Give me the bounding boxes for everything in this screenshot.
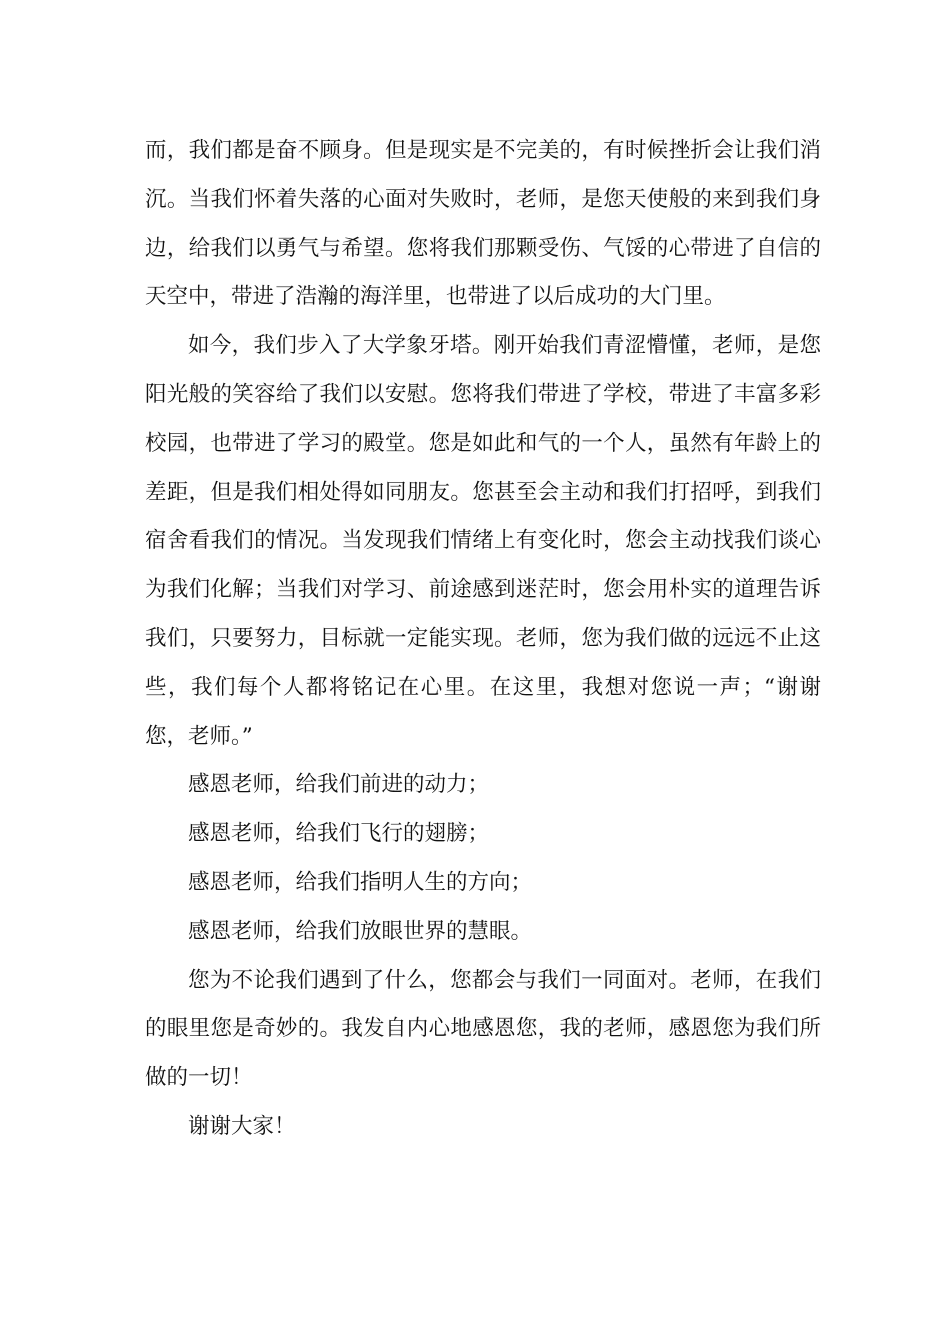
document-body	[145, 127, 821, 1152]
paragraph-7: 您为不论我们遇到了什么，您都会与我们一同面对。老师，在我们的眼里您是奇妙的。我发自内心地感恩您，我的老师，感恩您为我们所做的一切！	[145, 967, 821, 1091]
paragraph-1: 而，我们都是奋不顾身。但是现实是不完美的，有时候挫折会让我们消沉。当我们怀着失落的心面对失败时，老师，是您天使般的来到我们身边，给我们以勇气与希望。您将我们那颗受伤、气馁的心带进了自信的天空中，带进了浩瀚的海洋里，也带进了以后成功的大门里。	[145, 138, 821, 310]
paragraph-4: 感恩老师，给我们飞行的翅膀；	[188, 821, 490, 847]
paragraph-3: 感恩老师，给我们前进的动力；	[188, 772, 490, 798]
paragraph-6: 感恩老师，给我们放眼世界的慧眼。	[188, 918, 533, 944]
paragraph-5: 感恩老师，给我们指明人生的方向；	[188, 869, 533, 895]
paragraph-8: 谢谢大家！	[188, 1113, 296, 1139]
paragraph-2: 如今，我们步入了大学象牙塔。刚开始我们青涩懵懂，老师，是您阳光般的笑容给了我们以安慰。您将我们带进了学校，带进了丰富多彩校园，也带进了学习的殿堂。您是如此和气的一个人，虽然有年龄上的差距，但是我们相处得如同朋友。您甚至会主动和我们打招呼，到我们宿舍看我们的情况。当发现我们情绪上有变化时，您会主动找我们谈心为我们化解；当我们对学习、前途感到迷茫时，您会用朴实的道理告诉我们，只要努力，目标就一定能实现。老师，您为我们做的远远不止这些，我们每个人都将铭记在心里。在这里，我想对您说一声；“谢谢您，老师。”	[145, 333, 821, 749]
